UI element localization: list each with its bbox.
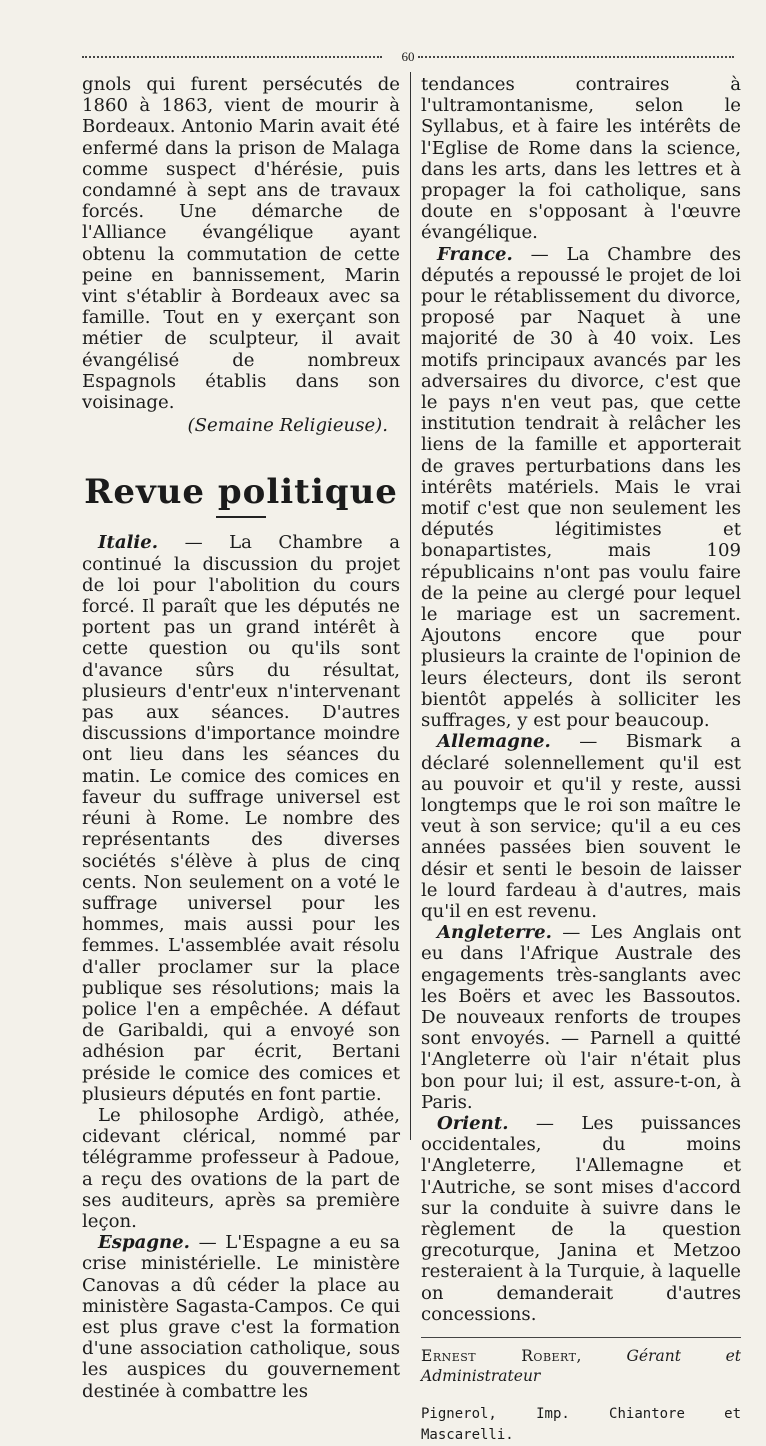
allemagne-label: Allemagne. [437, 731, 551, 753]
title-rule [216, 516, 266, 518]
manager-role: Gérant et Administrateur [421, 1346, 741, 1385]
italie-paragraph [82, 532, 400, 1104]
section-title: Revue politique [84, 472, 398, 513]
angleterre-paragraph [421, 922, 741, 1113]
allemagne-text: — Bismark a déclaré solennellement qu'il est au pouvoir et qu'il y reste, aussi longtemps que le roi son maître le veut à son service; qu'il a eu ces années passées bien souvent le désir et senti le besoin de laisser le lourd fardeau à d'autres, mais qu'il en est revenu. [421, 731, 741, 922]
column-divider [410, 72, 411, 1140]
page-header [82, 48, 734, 66]
header-rule-left [82, 56, 382, 58]
orient-text: — Les puissances occidentales, du moins l'Angleterre, l'Allemagne et l'Autriche, se sont mises d'accord sur la conduite à suivre dans le règlement de la question grecoturque, Janina et Metzoo resteraient à la Turquie, à laquelle on demanderait d'autres concessions. [421, 1112, 741, 1325]
continued-article-left: gnols qui furent persécutés de 1860 à 1863, vient de mourir à Bordeaux. Antonio Marin avait été enfermé dans la prison de Malaga comme suspect d'hérésie, puis condamné à sept ans de travaux forcés. Une démarche de l'Alliance évangélique ayant obtenu la commutation de cette peine en bannissement, Marin vint s'établir à Bordeaux avec sa famille. Tout en y exerçant son métier de sculpteur, il avait évangélisé de nombreux Espagnols établis dans son voisinage. [82, 74, 400, 414]
angleterre-text: — Les Anglais ont eu dans l'Afrique Australe des engagements très-sanglants avec les Boërs et avec les Bassoutos. De nouveaux renforts de troupes sont envoyés. — Parnell a quitté l'Angleterre où l'air n'était plus bon pour lui; il est, assure-t-on, à Paris. [421, 922, 741, 1113]
left-column [82, 74, 400, 1402]
article-attribution: (Semaine Religieuse). [187, 415, 388, 437]
france-paragraph [421, 244, 741, 732]
continued-article-right: tendances contraires à l'ultramontanisme, selon le Syllabus, et à faire les intérêts de l'Eglise de Rome dans la science, dans les arts, dans les lettres et à propager la foi catholique, sans doute en s'opposant à l'œuvre évangélique. [421, 74, 741, 244]
italie-label: Italie. [98, 532, 159, 554]
orient-label: Orient. [437, 1112, 509, 1134]
ardigo-paragraph: Le philosophe Ardigò, athée, cidevant clérical, nommé par télégramme professeur à Padoue, a reçu des ovations de la part de ses auditeurs, après sa première leçon. [82, 1104, 400, 1232]
france-label: France. [437, 243, 513, 265]
angleterre-label: Angleterre. [437, 922, 552, 944]
printer-credit: Pignerol, Imp. Chiantore et Mascarelli. [421, 1405, 741, 1444]
orient-paragraph [421, 1113, 741, 1325]
manager-credit [421, 1346, 741, 1386]
france-text: — La Chambre des députés a repoussé le projet de loi pour le rétablissement du divorce, proposé par Naquet à une majorité de 30 à 40 voix. Les motifs principaux avancés par les adversaires du divorce, c'est que le pays n'en veut pas, que cette institution tendrait à relâcher les liens de la famille et apporterait de graves perturbations dans les intérêts matériels. Mais le vrai motif c'est que non seulement les députés légitimistes et bonapartistes, mais 109 républicains n'ont pas voulu faire de la peine au clergé pour lequel le mariage est un sacrement. Ajoutons encore que pour plusieurs la crainte de l'opinion de leurs électeurs, dont ils seront bientôt appelés à solliciter les suffrages, y est pour beaucoup. [421, 243, 741, 732]
footer-rule [421, 1337, 741, 1338]
espagne-paragraph [82, 1232, 400, 1402]
espagne-text: — L'Espagne a eu sa crise ministérielle. Le ministère Canovas a dû céder la place au ministère Sagasta-Campos. Ce qui est plus grave c'est la formation d'une association catholique, sous les auspices du gouvernement destinée à combattre les [82, 1232, 400, 1402]
header-rule-right [418, 56, 734, 58]
manager-name: Ernest Robert, [421, 1346, 582, 1365]
italie-text: — La Chambre a continué la discussion du projet de loi pour l'abolition du cours forcé. Il paraît que les députés ne portent pas un grand intérêt à cette question ou qu'ils sont d'avance sûrs du résultat, plusieurs d'entr'eux n'intervenant pas aux séances. D'autres discussions d'importance moindre ont lieu dans les séances du matin. Le comice des comices en faveur du suffrage universel est réuni à Rome. Le nombre des représentants des diverses sociétés s'élève à plus de cinq cents. Non seulement on a voté le suffrage universel pour les hommes, mais aussi pour les femmes. L'assemblée avait résolu d'aller proclamer sur la place publique ses résolutions; mais la police l'en a empêchée. A défaut de Garibaldi, qui a envoyé son adhésion par écrit, Bertani préside le comice des comices et plusieurs députés en font partie. [82, 532, 400, 1105]
page-number: 60 [401, 49, 415, 64]
espagne-label: Espagne. [98, 1232, 190, 1254]
allemagne-paragraph [421, 731, 741, 922]
right-column [421, 74, 741, 1446]
